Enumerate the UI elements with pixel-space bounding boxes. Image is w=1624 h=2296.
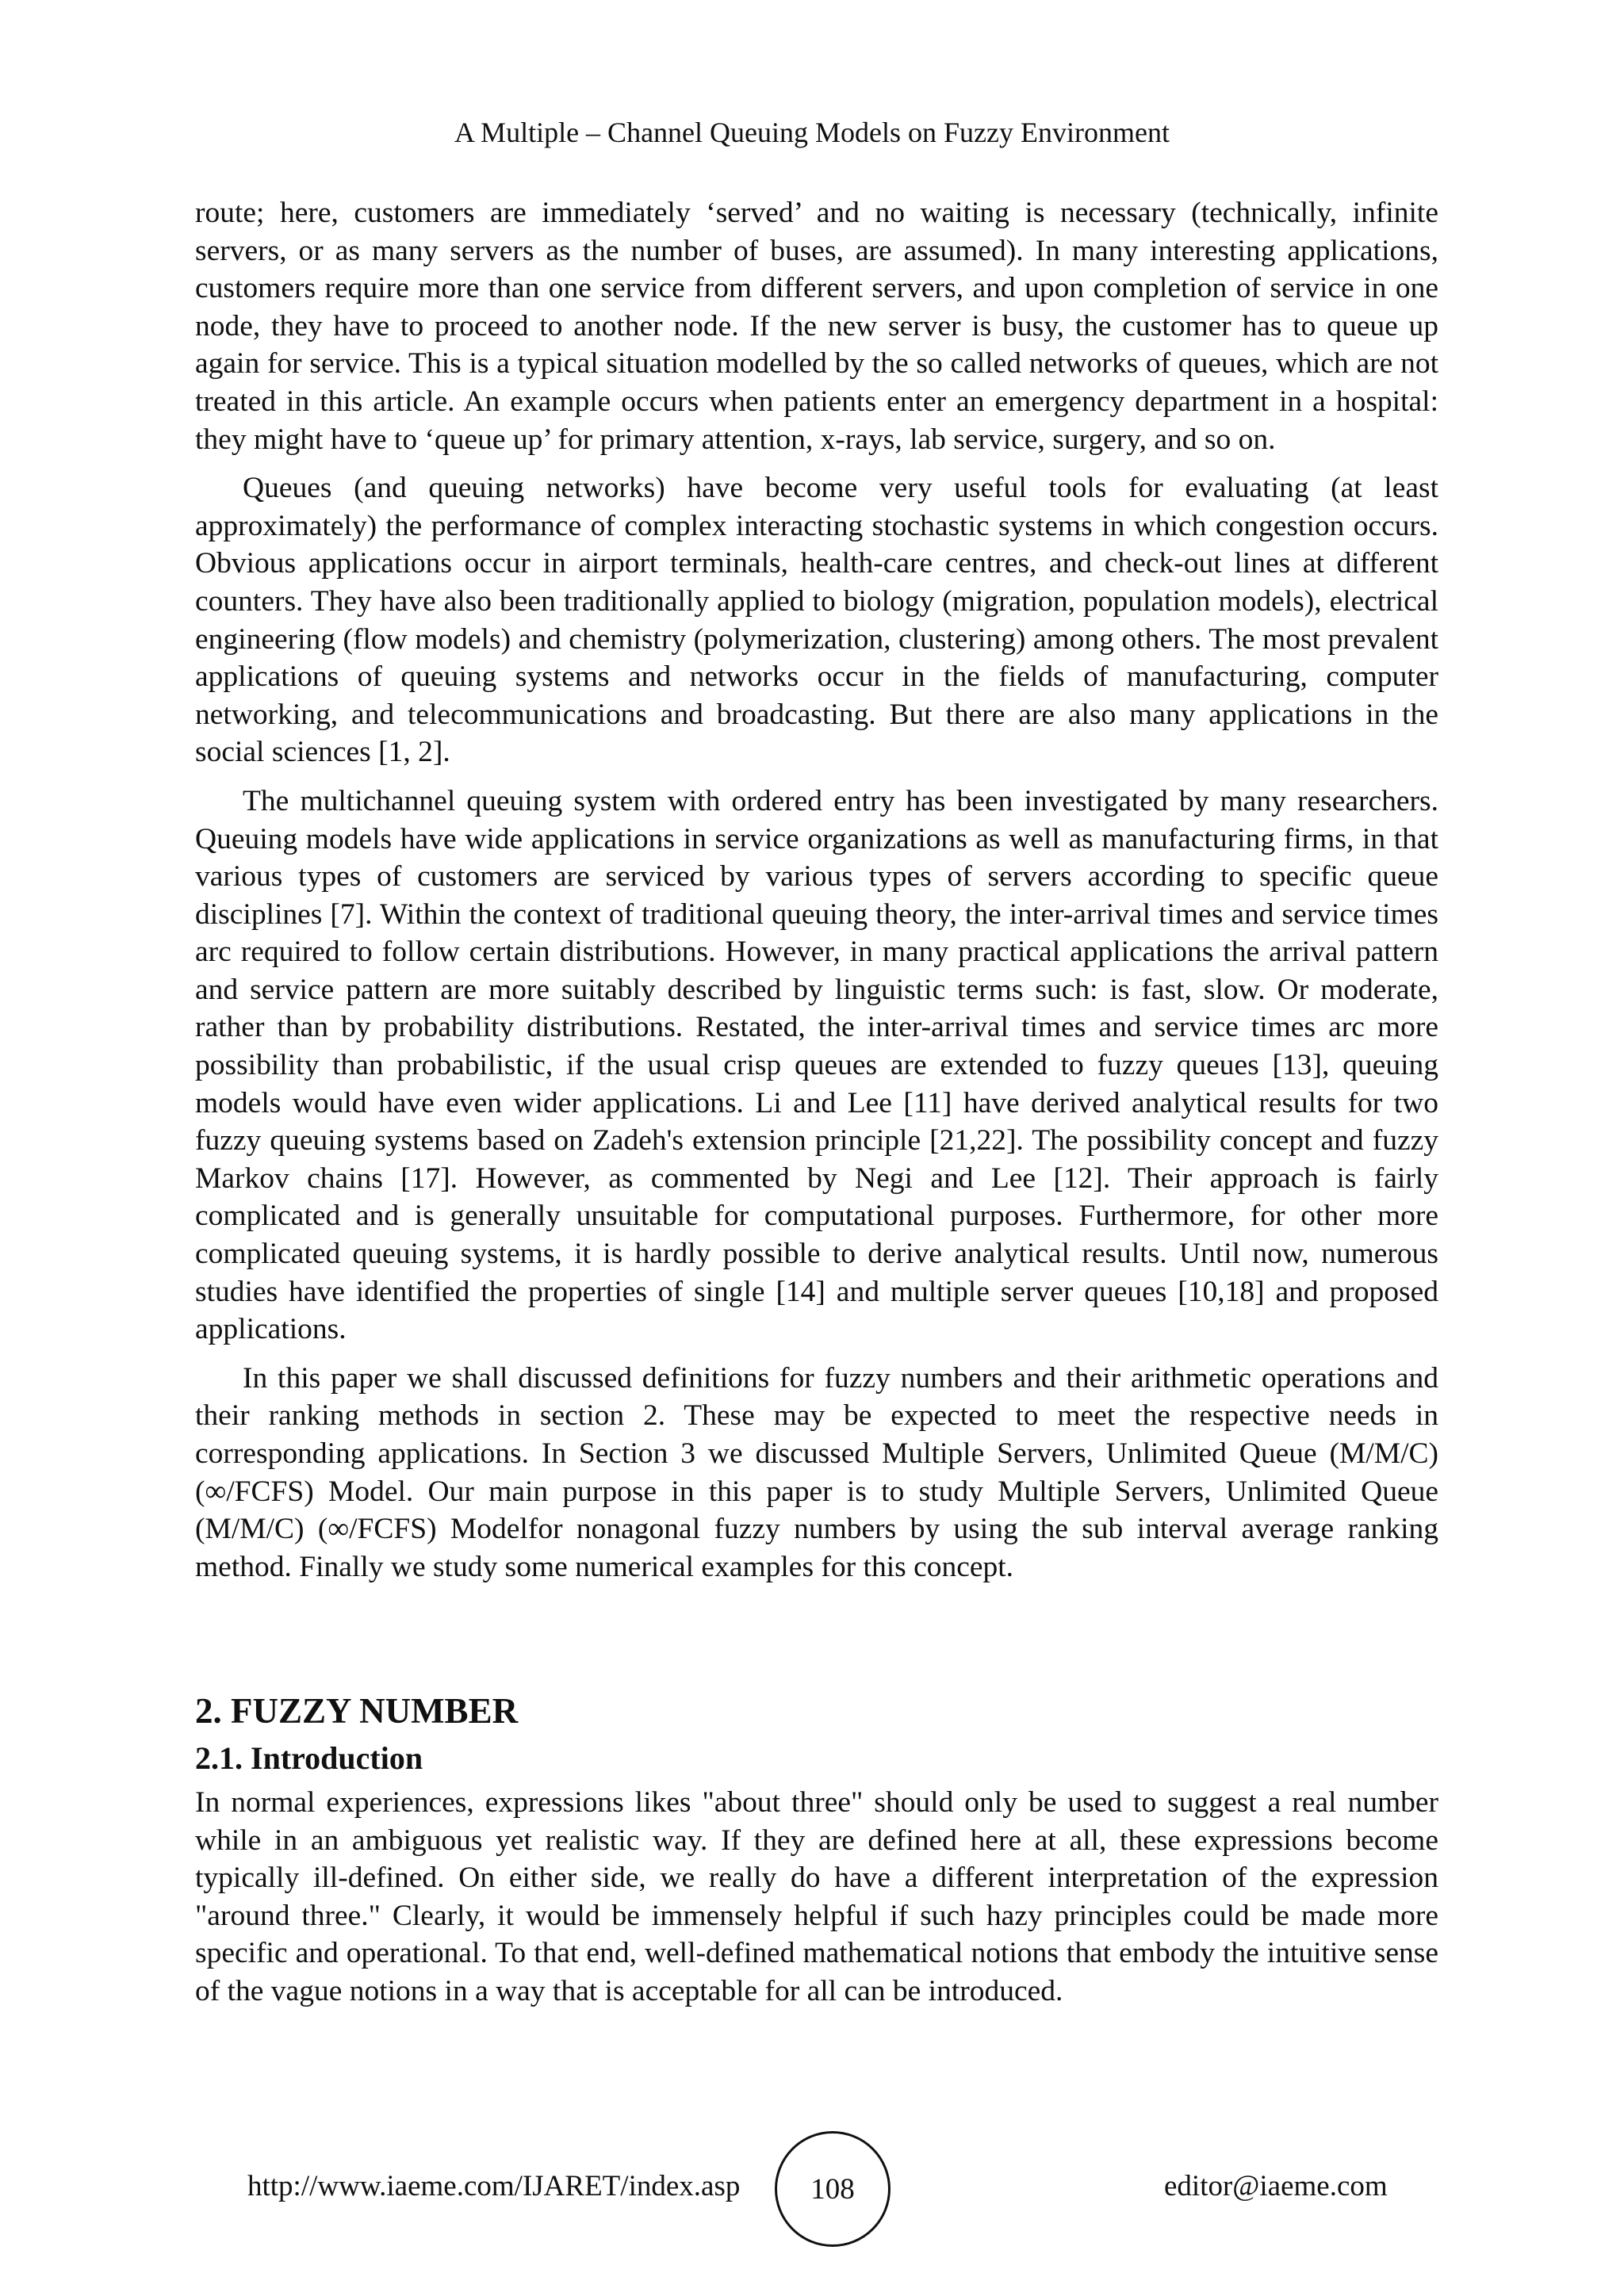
page-number-label: 108 [810, 2172, 855, 2206]
footer-url[interactable]: http://www.iaeme.com/IJARET/index.asp [247, 2170, 741, 2202]
body-paragraph: Queues (and queuing networks) have become very useful tools for evaluating (at least approximately) the performance of complex interacting stochastic systems in which congestion occurs. Obvious applications occur in airport terminals, health-care centres, and check-out lines at different counters. They have also been traditionally applied to biology (migration, population models), electrical engineering (flow models) and chemistry (polymerization, clustering) among others. The most prevalent applications of queuing systems and networks occur in the fields of manufacturing, computer networking, and telecommunications and broadcasting. But there are also many applications in the social sciences [1, 2]. [195, 472, 1438, 769]
intro-text [195, 1784, 1438, 2011]
subsection-heading: 2.1. Introduction [195, 1740, 423, 1776]
running-header: A Multiple – Channel Queuing Models on Fuzzy Environment [454, 117, 1170, 148]
body-text [195, 194, 1438, 1586]
intro-paragraph: In normal experiences, expressions likes "about three" should only be used to suggest a real number while in an ambiguous yet realistic way. If they are defined here at all, these expressions become typically ill-defined. On either side, we really do have a different interpretation of the expression "around three." Clearly, it would be immensely helpful if such hazy principles could be made more specific and operational. To that end, well-defined mathematical notions that embody the intuitive sense of the vague notions in a way that is acceptable for all can be introduced. [195, 1786, 1438, 2007]
body-paragraph: route; here, customers are immediately ‘served’ and no waiting is necessary (technically, infinite servers, or as many servers as the number of buses, are assumed). In many interesting applications, customers require more than one service from different servers, and upon completion of service in one node, they have to proceed to another node. If the new server is busy, the customer has to queue up again for service. This is a typical situation modelled by the so called networks of queues, which are not treated in this article. An example occurs when patients enter an emergency department in a hospital: they might have to ‘queue up’ for primary attention, x-rays, lab service, surgery, and so on. [195, 197, 1438, 456]
body-paragraph: The multichannel queuing system with ordered entry has been investigated by many researchers. Queuing models have wide applications in service organizations as well as manufacturing firms, in that various types of customers are serviced by various types of servers according to specific queue disciplines [7]. Within the context of traditional queuing theory, the inter-arrival times and service times arc required to follow certain distributions. However, in many practical applications the arrival pattern and service pattern are more suitably described by linguistic terms such: is fast, slow. Or moderate, rather than by probability distributions. Restated, the inter-arrival times and service times arc more possibility than probabilistic, if the usual crisp queues are extended to fuzzy queues [13], queuing models would have even wider applications. Li and Lee [11] have derived analytical results for two fuzzy queuing systems based on Zadeh's extension principle [21,22]. The possibility concept and fuzzy Markov chains [17]. However, as commented by Negi and Lee [12]. Their approach is fairly complicated and is generally unsuitable for computational purposes. Furthermore, for other more complicated queuing systems, it is hardly possible to derive analytical results. Until now, numerous studies have identified the properties of single [14] and multiple server queues [10,18] and proposed applications. [195, 784, 1438, 1346]
section-heading: 2. FUZZY NUMBER [195, 1691, 519, 1731]
page-number [775, 2131, 891, 2247]
footer-email[interactable]: editor@iaeme.com [1164, 2170, 1388, 2202]
body-paragraph: In this paper we shall discussed definitions for fuzzy numbers and their arithmetic operations and their ranking methods in section 2. These may be expected to meet the respective needs in corresponding applications. In Section 3 we discussed Multiple Servers, Unlimited Queue (M/M/C) (∞/FCFS) Model. Our main purpose in this paper is to study Multiple Servers, Unlimited Queue (M/M/C) (∞/FCFS) Modelfor nonagonal fuzzy numbers by using the sub interval average ranking method. Finally we study some numerical examples for this concept. [195, 1361, 1438, 1583]
